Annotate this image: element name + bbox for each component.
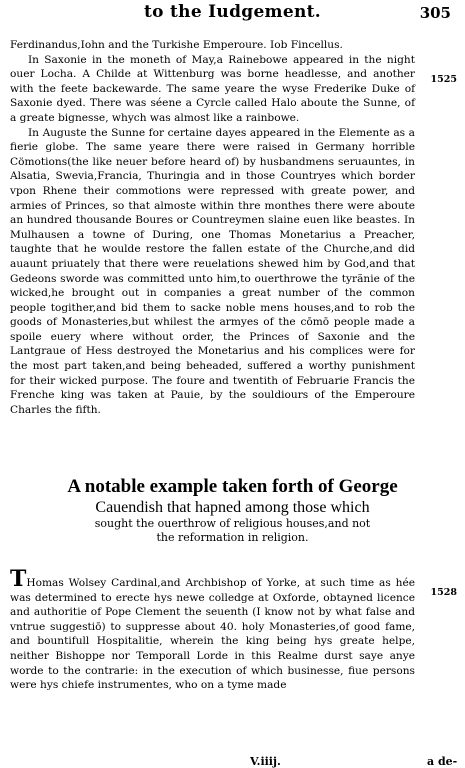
paragraph-text: Homas Wolsey Cardinal,and Archbishop of Yorke, at such time as hée was determined to erecte hys newe colledge at Oxforde, obtayned licence and authoritie of Pope Clement the seuenth (I know not by what false and vntrue suggestiō) to suppresse about 40. holy Monasteries,of good fame, and bountifull Hospitalitie, wherein the king being hys greate helpe, neither Bishoppe nor Temporall Lorde in this Realme durst saye anye worde to the contrarie: in the execution of which businesse, fiue persons were hys chiefe instrumentes, who on a tyme made [10,577,415,692]
paragraph: In Saxonie in the moneth of May,a Rainebowe appeared in the night ouer Locha. A Childe at Wittenburg was borne headlesse, and another with the feete backewarde. The same yeare the wyse Frederike Duke of Saxonie dyed. There was séene a Cyrcle called Halo aboute the Sunne, of a greate bignesse, whych was almost like a rainbowe. [10,53,415,124]
paragraph [10,566,415,693]
catchword: a de- [427,755,458,768]
paragraph: In Auguste the Sunne for certaine dayes appeared in the Elemente as a fierie globe. The same yeare there were raised in Germany horrible Cömotions(the like neuer before heard of) by husbandmens seruauntes, in Alsatia, Swevia,Francia, Thuringia and in those Countryes which border vpon Rhene their commotions were repressed with greate power, and armies of Princes, so that almoste within thre monthes there were aboute an hundred thousande Boures or Countreymen slaine euen like beastes. In Mulhausen a towne of During, one Thomas Monetarius a Preacher, taughte that he woulde restore the fallen estate of the Churche,and did auaunt priuately that there were reuelations shewed him by God,and that Gedeons sworde was committed unto him,to ouerthrowe the tyrãnie of the wicked,he brought out in companies a great number of the common people togither,and bid them to sacke noble mens houses,and to rob the goods of Monasteries,but whilest the armyes of the cōmō people made a spoile euery where without order, the Princes of Saxonie and the Lantgraue of Hess destroyed the Monetarius and his complices were for the most part taken,and being beheaded, suffered a worthy punishment for their wicked purpose. The foure and twentith of Februarie Francis the Frenche king was taken at Pauie, by the souldiours of the Emperoure Charles the fifth. [10,126,415,416]
page-number: 305 [419,4,451,22]
running-header-title: to the Iudgement. [144,2,321,22]
section-heading [10,476,455,545]
marginal-note-year: 1528 [430,587,457,598]
paragraph: Ferdinandus,Iohn and the Turkishe Emperoure. Iob Fincellus. [10,39,343,51]
heading-line: Cauendish that hapned among those which [95,499,370,516]
main-text-block [10,38,415,417]
heading-line: sought the ouerthrow of religious houses,and not [94,517,371,530]
section-text-block [10,566,415,693]
marginal-note-year: 1525 [430,74,457,85]
heading-line: A notable example taken forth of George [67,476,398,497]
signature-mark: V.iiij. [250,755,281,768]
heading-line: the reformation in religion. [156,531,309,544]
drop-cap: T [10,566,27,592]
